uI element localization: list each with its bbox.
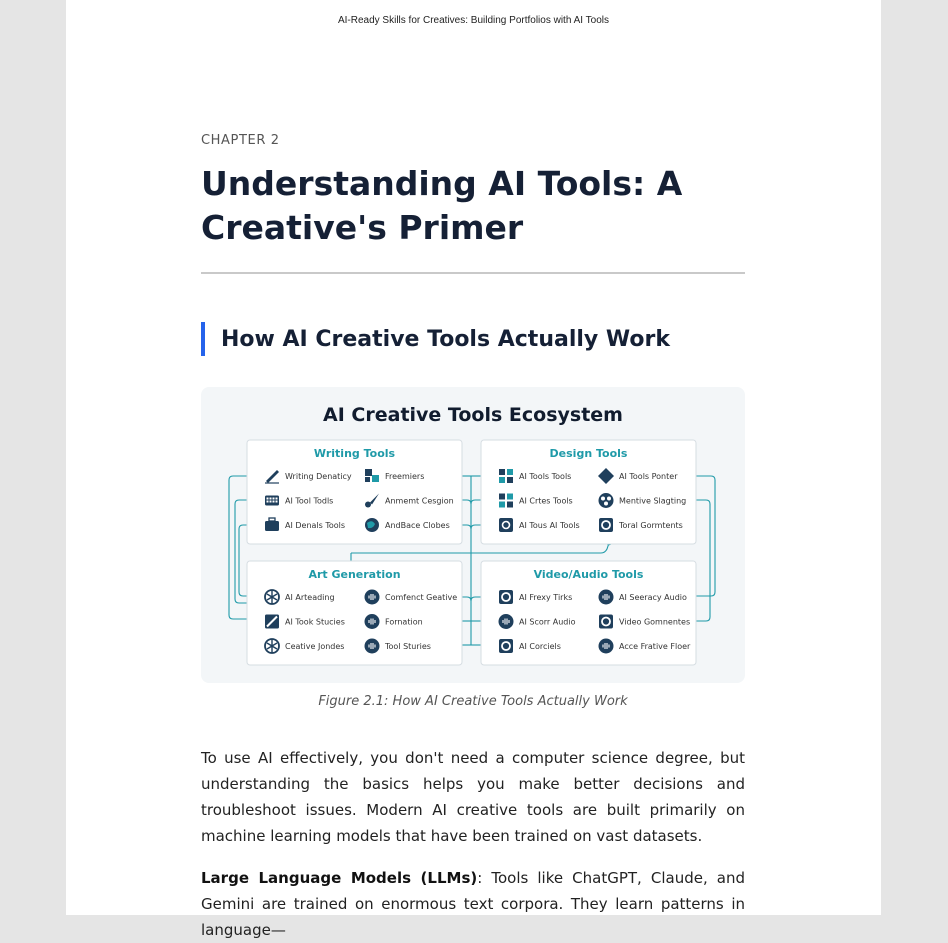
camera-icon xyxy=(599,615,613,629)
body-paragraph: To use AI effectively, you don't need a computer science degree, but understanding the basics helps you make better decisions and troubleshoot issues. Modern AI creative tools are built primarily on machine learning models that have been trained on vast datasets. xyxy=(201,749,745,845)
tool-label: AI Frexy Tirks xyxy=(519,593,573,602)
tool-label: AI Tool Todls xyxy=(285,496,334,506)
camera-icon xyxy=(599,518,613,532)
tool-label: AI Denals Tools xyxy=(285,521,346,530)
tool-item xyxy=(265,496,333,506)
chapter-title: Understanding AI Tools: A Creative's Primer xyxy=(201,164,683,247)
tool-label: Ceative Jondes xyxy=(285,642,345,651)
camera-icon xyxy=(499,639,513,653)
panel-title: Writing Tools xyxy=(313,447,396,460)
running-header: AI-Ready Skills for Creatives: Building Portfolios with AI Tools xyxy=(337,15,610,26)
term-llms-description: : Tools like ChatGPT, Claude, and Gemini are trained on enormous text corpora. They learn patterns in language— xyxy=(201,869,746,939)
tool-label: AI Tools Tools xyxy=(519,472,572,481)
waveform-icon xyxy=(499,614,514,629)
tool-item xyxy=(265,615,345,629)
globe-icon xyxy=(365,518,379,532)
tool-label: AI Crtes Tools xyxy=(519,496,573,506)
body-paragraph-llms xyxy=(201,865,745,943)
title-divider xyxy=(201,272,745,274)
diagram-title: AI Creative Tools Ecosystem xyxy=(323,404,623,426)
tool-label: AI Arteading xyxy=(285,593,335,602)
tool-item xyxy=(499,639,561,653)
tool-label: Mentive Slagting xyxy=(619,496,687,506)
tool-label: Acce Frative Floer xyxy=(619,642,691,651)
tool-label: AI Scorr Audio xyxy=(519,617,576,627)
panel-video-audio-tools xyxy=(481,561,696,665)
panel-title: Design Tools xyxy=(549,447,628,460)
tool-label: Tool Sturies xyxy=(385,642,431,651)
figure-caption: Figure 2.1: How AI Creative Tools Actually Work xyxy=(318,694,628,709)
chapter-label: CHAPTER 2 xyxy=(201,133,280,148)
tool-label: AI Tools Ponter xyxy=(619,472,678,481)
gear-icon xyxy=(499,518,513,532)
waveform-icon xyxy=(365,614,380,629)
waveform-icon xyxy=(599,590,614,605)
tool-label: AI Tous AI Tools xyxy=(519,521,580,530)
panel-art-generation xyxy=(247,561,462,665)
tool-label: AI Took Stucies xyxy=(285,617,345,627)
tool-label: AI Corciels xyxy=(519,642,561,651)
network-icon xyxy=(599,493,614,508)
tool-item xyxy=(599,518,683,532)
tool-item xyxy=(499,518,580,532)
section-heading: How AI Creative Tools Actually Work xyxy=(201,322,670,356)
panel-writing-tools xyxy=(247,440,462,544)
tool-label: AI Seeracy Audio xyxy=(619,593,687,602)
panel-title: Video/Audio Tools xyxy=(533,568,644,581)
tool-item xyxy=(499,590,572,604)
panel-design-tools xyxy=(481,440,696,544)
tool-label: Fornation xyxy=(385,617,423,627)
tool-label: Freemiers xyxy=(385,472,425,481)
tool-label: Comfenct Geative xyxy=(385,593,458,602)
camera-icon xyxy=(499,590,513,604)
tool-item xyxy=(599,615,690,629)
term-llms: Large Language Models (LLMs) xyxy=(201,869,478,887)
document-page xyxy=(66,0,881,939)
tool-label: Writing Denaticy xyxy=(285,472,352,481)
image-icon xyxy=(265,615,279,629)
tool-label: Toral Gormtents xyxy=(619,521,683,530)
ecosystem-diagram xyxy=(201,387,745,683)
figure-ecosystem-diagram xyxy=(201,387,745,683)
tool-label: Anmemt Cesgion xyxy=(385,496,454,506)
tool-label: AndBace Clobes xyxy=(385,521,450,530)
panel-title: Art Generation xyxy=(308,568,401,581)
waveform-icon xyxy=(365,590,380,605)
waveform-icon xyxy=(365,639,380,654)
waveform-icon xyxy=(599,639,614,654)
tool-label: Video Gomnentes xyxy=(619,617,691,627)
keyboard-icon xyxy=(265,496,279,506)
